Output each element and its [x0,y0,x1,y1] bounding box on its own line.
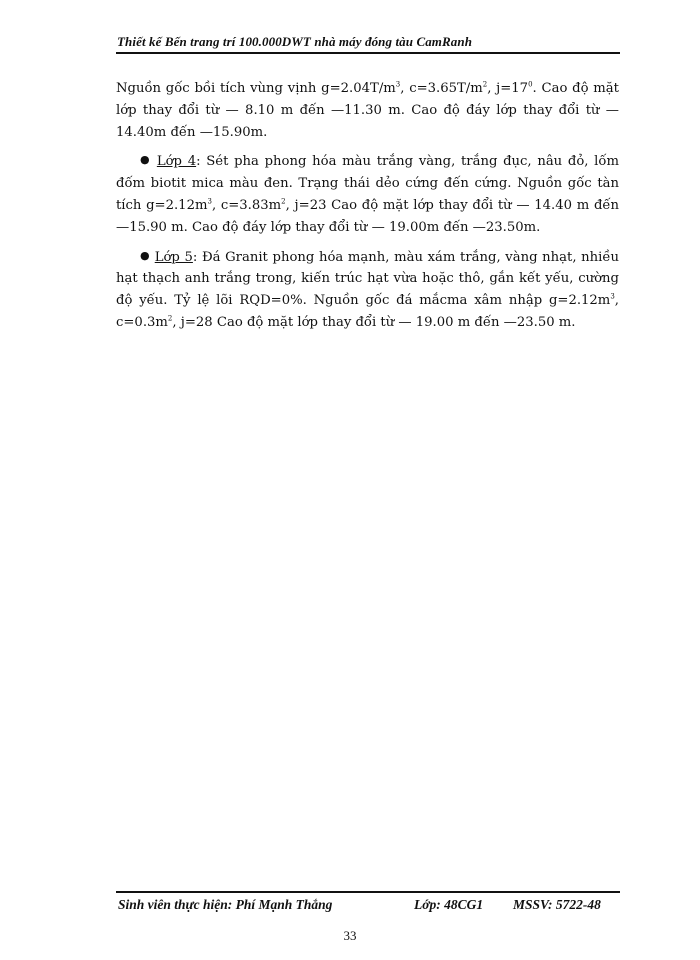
layer-4-text-3: , j=23 Cao độ mặt lớp thay đổi từ — 14.40 m đến —15.90 m. Cao độ đáy lớp thay đổi từ — 19.00m đến —23.50m. [116,197,620,235]
intro-text-4: . Cao độ mặt lớp thay đổi từ — 8.10 m đến —11.30 m. Cao độ đáy lớp thay đổi từ — 14.40m đến —15.90m. [116,81,619,140]
bullet-icon: ● [140,153,152,167]
layer-4-sup-1: 3 [207,197,212,206]
layer-5-text: : Đá Granit phong hóa mạnh, màu xám trắng, vàng nhạt, nhiều hạt thạch anh trắng trong, kiến trúc hạt vừa hoặc thô, gắn kết yếu, cường độ yếu. Tỷ lệ lõi RQD=0%. Nguồn gốc đá mắcma xâm nhập g=2.12m [116,249,619,309]
layer-5-sup-1: 3 [610,292,615,301]
layer-4-label: Lớp 4 [156,154,197,170]
layer-5-paragraph [116,245,619,334]
intro-sup-3: 0 [528,80,533,89]
bullet-icon: ● [140,248,151,262]
layer-5-text-3: , j=28 Cao độ mặt lớp thay đổi từ — 19.00 m đến —23.50 m. [172,314,576,330]
layer-5-sup-2: 2 [167,314,173,323]
page-header-title: Thiết kế Bến trang trí 100.000DWT nhà máy đóng tàu CamRanh [117,34,473,49]
intro-text: Nguồn gốc bồi tích vùng vịnh g=2.04T/m [116,81,396,96]
intro-paragraph [116,78,619,143]
page-number: 33 [343,928,357,943]
intro-sup-1: 3 [395,80,401,89]
footer-rule [116,891,620,893]
layer-4-text: : Sét pha phong hóa màu trắng vàng, trắng đục, nâu đỏ, lốm đốm biotit mica màu đen. Trạng thái dẻo cứng đến cứng. Nguồn gốc tàn tích g=2.12m [116,154,619,213]
footer-class: Lớp: 48CG1 [414,897,484,912]
document-body [116,78,619,340]
intro-text-2: , c=3.65T/m [400,81,483,96]
layer-4-sup-2: 2 [281,197,286,206]
layer-4-paragraph [116,149,619,238]
layer-5-text-2: , c=0.3m [116,293,619,330]
intro-sup-2: 2 [482,80,488,89]
footer-student: Sinh viên thực hiện: Phí Mạnh Thắng [118,897,333,912]
footer-mssv: MSSV: 5722-48 [513,897,601,912]
layer-4-text-2: , c=3.83m [211,197,282,213]
intro-text-3: , j=17 [487,81,529,96]
header-rule [116,52,620,54]
page-footer [118,897,618,915]
layer-5-label: Lớp 5 [154,249,193,265]
